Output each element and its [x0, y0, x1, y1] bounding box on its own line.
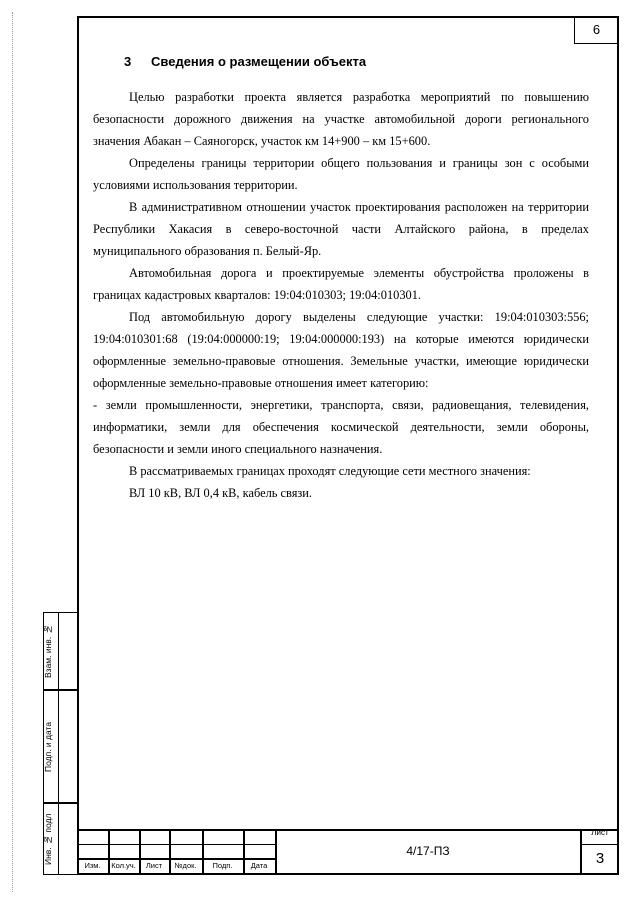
side-divider	[58, 690, 59, 803]
side-divider	[58, 612, 59, 690]
title-block-row-line	[77, 844, 276, 845]
side-label-podp-data: Подп. и дата	[43, 721, 53, 772]
side-divider	[58, 803, 59, 875]
col-label-izm: Изм.	[84, 861, 101, 870]
col-label-list: Лист	[145, 861, 163, 870]
section-heading	[124, 54, 366, 69]
side-label-vzam-inv: Взам. инв. №	[43, 624, 53, 678]
paragraph: Под автомобильную дорогу выделены следующие участки: 19:04:010303:556; 19:04:010301:68 (19:04:000000:19; 19:04:000000:193) на которые имеются юридически оформленные земельно-правовые отношения. Земельные участки, имеющие юридически оформленные земельно-правовые отношения имеет категорию:	[93, 310, 589, 390]
trim-line	[12, 12, 13, 892]
col-label-podp: Подп.	[212, 861, 233, 870]
paragraph: ВЛ 10 кВ, ВЛ 0,4 кВ, кабель связи.	[129, 486, 313, 500]
side-label-inv-podl: Инв. № подл	[43, 813, 53, 865]
body-text	[93, 86, 589, 504]
paragraph: В рассматриваемых границах проходят следующие сети местного значения:	[129, 464, 531, 478]
col-label-kol-uch: Кол.уч.	[111, 861, 136, 870]
bullet-paragraph: - земли промышленности, энергетики, транспорта, связи, радиовещания, телевидения, информатики, земли для обеспечения космической деятельности, земли обороны, безопасности и земли иного специального назначения.	[93, 398, 589, 456]
section-number: 3	[124, 54, 132, 69]
sheet-label: Лист	[591, 828, 609, 837]
sheet-number: 3	[595, 850, 605, 867]
paragraph: Автомобильная дорога и проектируемые элементы обустройства проложены в границах кадастровых кварталов: 19:04:010303; 19:04:010301.	[93, 266, 589, 302]
document-code: 4/17-ПЗ	[406, 844, 450, 858]
section-title: Сведения о размещении объекта	[151, 54, 367, 69]
col-label-nodok: №док.	[174, 861, 197, 870]
paragraph: Определены границы территории общего пользования и границы зон с особыми условиями использования территории.	[93, 156, 589, 192]
paragraph: В административном отношении участок проектирования расположен на территории Республики Хакасия в северо-восточной части Алтайского района, в пределах муниципального образования п. Белый-Яр.	[93, 200, 589, 258]
col-label-data: Дата	[250, 861, 268, 870]
paragraph: Целью разработки проекта является разработка мероприятий по повышению безопасности дорожного движения на участке автомобильной дороги регионального значения Абакан – Саяногорск, участок км 14+900 – км 15+600.	[93, 90, 589, 148]
page-number-box: 6	[574, 17, 618, 44]
